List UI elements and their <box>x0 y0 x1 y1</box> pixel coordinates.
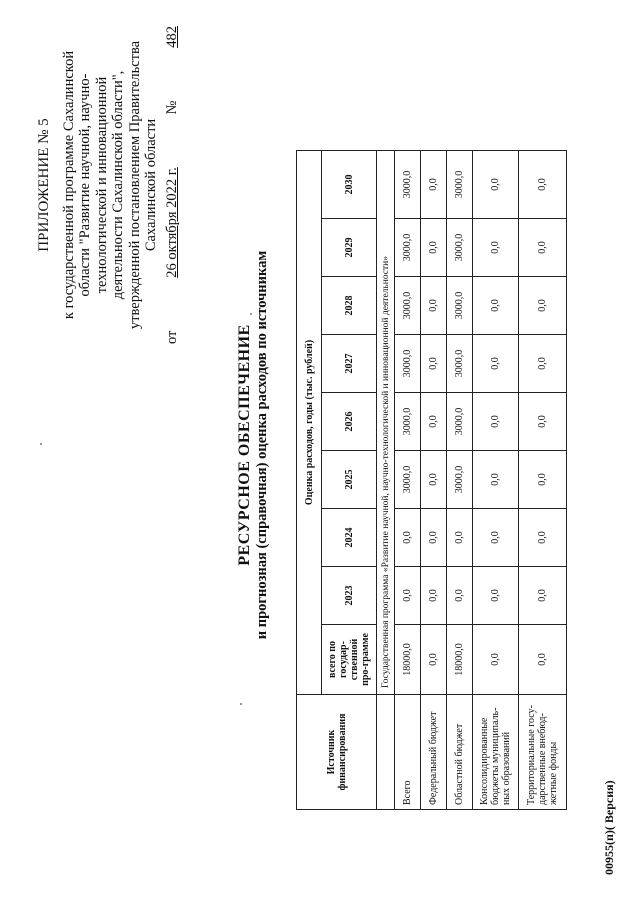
row-source: Всего <box>395 695 421 810</box>
scan-speck <box>40 443 42 445</box>
row-source: Областной бюджет <box>447 695 473 810</box>
header-year: 2027 <box>322 335 377 393</box>
appendix-line: деятельности Сахалинской области", <box>110 70 126 300</box>
program-row-label: Государственная программа «Развитие научной, научно-технологической и инновационной деятельности» <box>377 151 395 695</box>
row-total: 0,0 <box>421 625 447 695</box>
row-value: 0,0 <box>421 393 447 451</box>
row-total: 0,0 <box>473 625 519 695</box>
document-code: 00955(п)( Версия) <box>602 780 616 875</box>
row-value: 0,0 <box>519 451 567 509</box>
row-value: 0,0 <box>473 277 519 335</box>
row-value: 3000,0 <box>447 451 473 509</box>
row-value: 0,0 <box>447 509 473 567</box>
row-value: 0,0 <box>421 277 447 335</box>
row-total: 18000,0 <box>447 625 473 695</box>
program-row-spacer <box>377 695 395 810</box>
table-row <box>519 151 567 810</box>
row-total: 18000,0 <box>395 625 421 695</box>
row-value: 0,0 <box>421 335 447 393</box>
header-total: всего по государ-ственной про-грамме <box>322 625 377 695</box>
row-source: Консолидированные бюджеты муниципаль-ных образований <box>473 695 519 810</box>
appendix-title: ПРИЛОЖЕНИЕ № 5 <box>36 118 52 252</box>
row-value: 0,0 <box>421 509 447 567</box>
table-row <box>447 151 473 810</box>
row-value: 0,0 <box>421 567 447 625</box>
header-year: 2025 <box>322 451 377 509</box>
row-value: 3000,0 <box>395 151 421 219</box>
row-value: 0,0 <box>421 151 447 219</box>
row-value: 0,0 <box>473 393 519 451</box>
row-value: 0,0 <box>519 151 567 219</box>
scan-speck <box>240 703 242 705</box>
row-value: 0,0 <box>473 335 519 393</box>
row-value: 0,0 <box>421 219 447 277</box>
appendix-line: области "Развитие научной, научно- <box>77 73 93 297</box>
table-row <box>395 151 421 810</box>
row-value: 0,0 <box>447 567 473 625</box>
from-label: от <box>163 330 180 344</box>
header-year: 2024 <box>322 509 377 567</box>
row-value: 0,0 <box>519 567 567 625</box>
row-value: 3000,0 <box>395 277 421 335</box>
approval-number: 482 <box>163 26 180 48</box>
row-value: 0,0 <box>473 451 519 509</box>
document-subtitle: и прогнозная (справочная) оценка расходов по источникам <box>254 250 270 640</box>
row-value: 0,0 <box>473 151 519 219</box>
row-value: 0,0 <box>519 393 567 451</box>
row-value: 3000,0 <box>395 335 421 393</box>
row-value: 0,0 <box>395 567 421 625</box>
appendix-line: технологической и инновационной <box>93 76 110 294</box>
row-value: 0,0 <box>519 509 567 567</box>
row-value: 3000,0 <box>447 219 473 277</box>
header-year: 2029 <box>322 219 377 277</box>
row-value: 0,0 <box>519 277 567 335</box>
table-row <box>473 151 519 810</box>
row-total: 0,0 <box>519 625 567 695</box>
row-value: 0,0 <box>473 567 519 625</box>
scan-speck <box>250 313 252 315</box>
row-value: 0,0 <box>473 509 519 567</box>
appendix-line: утвержденной постановлением Правительства <box>126 40 143 330</box>
header-year: 2030 <box>322 151 377 219</box>
row-value: 3000,0 <box>447 335 473 393</box>
row-value: 3000,0 <box>447 393 473 451</box>
number-label: № <box>163 100 180 115</box>
row-source: Федеральный бюджет <box>421 695 447 810</box>
document-title: РЕСУРСНОЕ ОБЕСПЕЧЕНИЕ <box>236 324 253 566</box>
row-source: Территориальные госу-дарственные внебюд-жетные фонды <box>519 695 567 810</box>
table-row <box>421 151 447 810</box>
header-year: 2028 <box>322 277 377 335</box>
row-value: 3000,0 <box>395 393 421 451</box>
row-value: 3000,0 <box>447 151 473 219</box>
approval-date: 26 октября 2022 г. <box>163 167 180 278</box>
header-estimate: Оценка расходов, годы (тыс. рублей) <box>297 151 322 695</box>
appendix-line: Сахалинской области <box>143 118 159 252</box>
row-value: 0,0 <box>473 219 519 277</box>
approval-line <box>164 20 181 350</box>
row-value: 3000,0 <box>395 451 421 509</box>
row-value: 0,0 <box>421 451 447 509</box>
row-value: 0,0 <box>395 509 421 567</box>
appendix-line: к государственной программе Сахалинской <box>60 50 77 320</box>
header-year: 2023 <box>322 567 377 625</box>
row-value: 0,0 <box>519 219 567 277</box>
row-value: 3000,0 <box>447 277 473 335</box>
header-source: Источник финансирования <box>297 695 377 810</box>
header-year: 2026 <box>322 393 377 451</box>
funding-table <box>296 150 567 810</box>
row-value: 3000,0 <box>395 219 421 277</box>
appendix-block <box>36 20 180 350</box>
row-value: 0,0 <box>519 335 567 393</box>
